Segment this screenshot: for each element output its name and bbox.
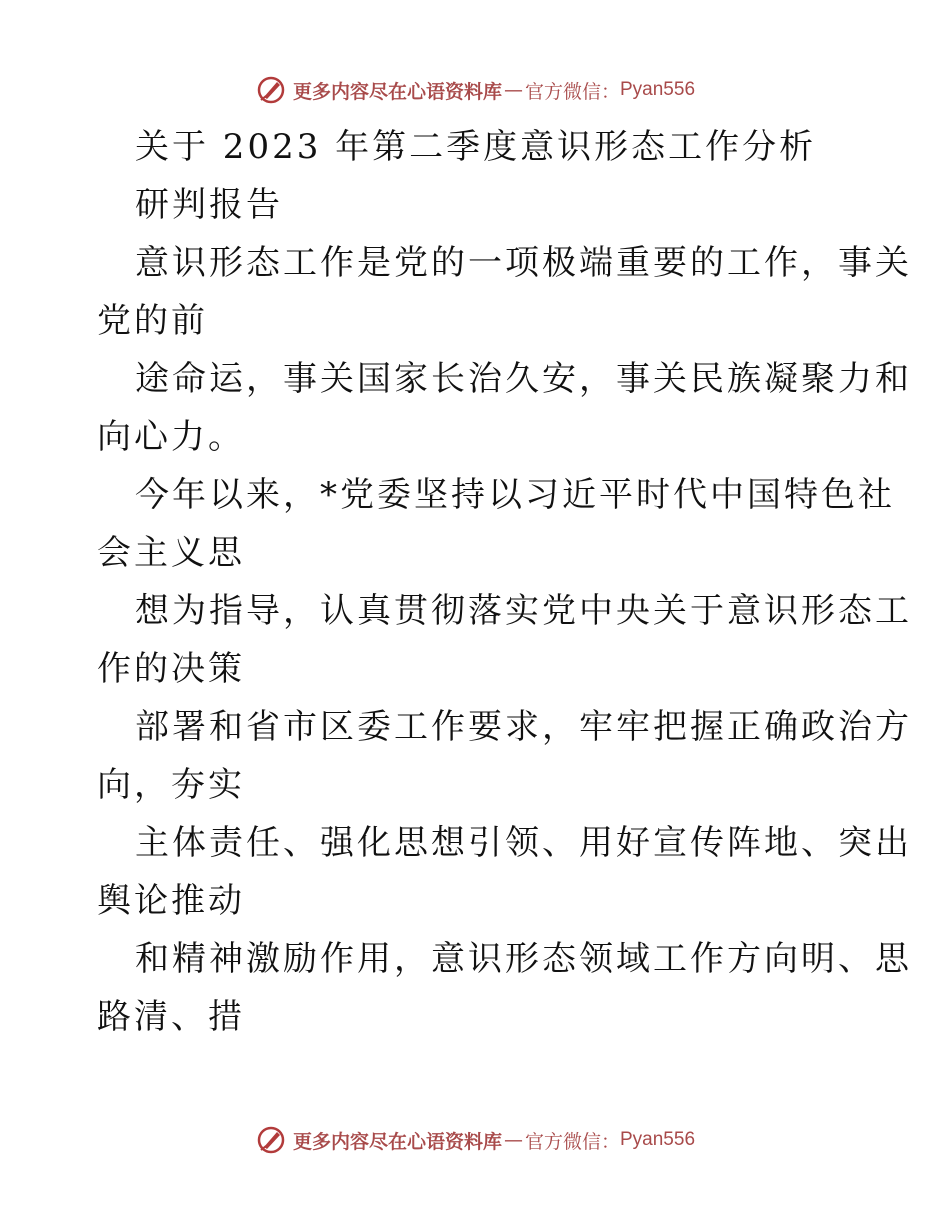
paragraph-line: 主体责任、强化思想引领、用好宣传阵地、突出: [135, 823, 912, 863]
paragraph-line: 向，夯实: [97, 765, 245, 805]
paragraph-line: 意识形态工作是党的一项极端重要的工作，事关: [135, 243, 912, 283]
paragraph-line: 会主义思: [97, 533, 245, 573]
header-watermark: [0, 70, 950, 110]
paragraph-line: 作的决策: [97, 649, 245, 689]
watermark-wechat-id: Pyan556: [620, 1129, 696, 1150]
paragraph-line: 途命运，事关国家长治久安，事关民族凝聚力和: [135, 359, 912, 399]
footer-watermark: [0, 1120, 950, 1160]
watermark-wechat-id: Pyan556: [620, 79, 696, 100]
quill-seal-icon: [255, 74, 287, 106]
document-title-line-2: 研判报告: [135, 185, 283, 225]
paragraph-line: 舆论推动: [97, 881, 245, 921]
watermark-separator: —: [503, 79, 523, 101]
watermark-brand: 更多内容尽在心语资料库: [292, 1130, 502, 1153]
paragraph-line: 向心力。: [97, 417, 245, 457]
watermark-label: 官方微信：: [524, 80, 620, 103]
watermark-brand: 更多内容尽在心语资料库: [292, 80, 502, 103]
paragraph-line: 今年以来，*党委坚持以习近平时代中国特色社: [135, 475, 895, 515]
paragraph-line: 想为指导，认真贯彻落实党中央关于意识形态工: [135, 591, 912, 631]
paragraph-line: 党的前: [97, 301, 208, 341]
watermark-separator: —: [503, 1129, 523, 1151]
paragraph-line: 部署和省市区委工作要求，牢牢把握正确政治方: [135, 707, 912, 747]
quill-seal-icon: [255, 1124, 287, 1156]
paragraph-line: 和精神激励作用，意识形态领域工作方向明、思: [135, 939, 912, 979]
document-title-line-1: 关于 2023 年第二季度意识形态工作分析: [135, 127, 817, 167]
watermark-label: 官方微信：: [524, 1130, 620, 1153]
paragraph-line: 路清、措: [97, 997, 245, 1037]
